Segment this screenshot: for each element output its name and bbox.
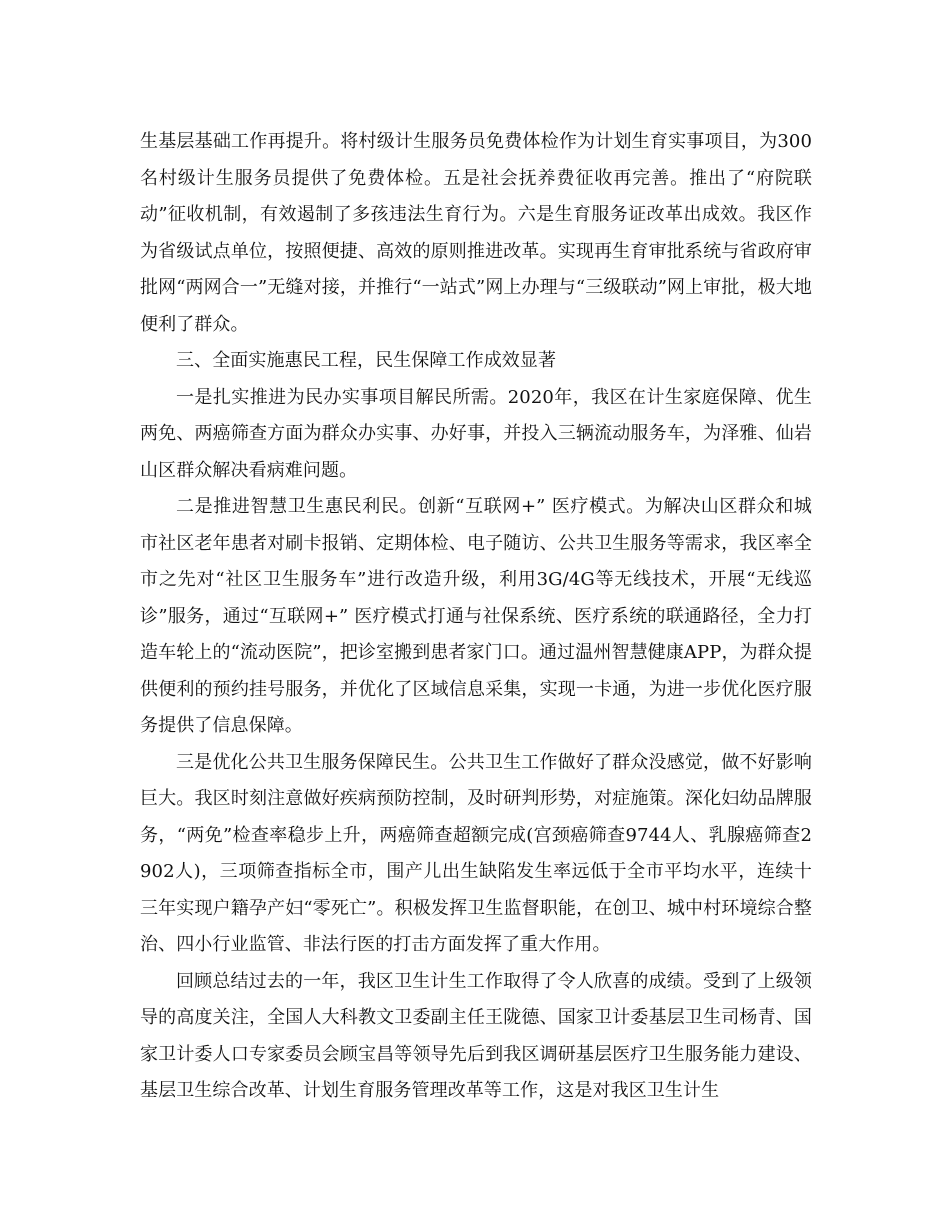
paragraph-6: 回顾总结过去的一年，我区卫生计生工作取得了令人欣喜的成绩。受到了上级领导的高度关注，全国人大科教文卫委副主任王陇德、国家卫计委基层卫生司杨青、国家卫计委人口专家委员会顾宝昌等领导先后到我区调研基层医疗卫生服务能力建设、基层卫生综合改革、计划生育服务管理改革等工作，这是对我区卫生计生: [140, 970, 812, 1101]
paragraph-4: 二是推进智慧卫生惠民利民。创新“互联网+” 医疗模式。为解决山区群众和城市社区老年患者对刷卡报销、定期体检、电子随访、公共卫生服务等需求，我区率全市之先对“社区卫生服务车”进行改造升级，利用3G/4G等无线技术，开展“无线巡诊”服务，通过“互联网+” 医疗模式打通与社保系统、医疗系统的联通路径，全力打造车轮上的“流动医院”，把诊室搬到患者家门口。通过温州智慧健康APP，为群众提供便利的预约挂号服务，并优化了区域信息采集，实现一卡通，为进一步优化医疗服务提供了信息保障。: [140, 496, 812, 736]
document-body: [140, 124, 812, 1110]
paragraph-1: 生基层基础工作再提升。将村级计生服务员免费体检作为计划生育实事项目，为300名村级计生服务员提供了免费体检。五是社会抚养费征收再完善。推出了“府院联动”征收机制，有效遏制了多孩违法生育行为。六是生育服务证改革出成效。我区作为省级试点单位，按照便捷、高效的原则推进改革。实现再生育审批系统与省政府审批网“两网合一”无缝对接，并推行“一站式”网上办理与“三级联动”网上审批，极大地便利了群众。: [140, 131, 812, 335]
paragraph-3: 一是扎实推进为民办实事项目解民所需。2020年，我区在计生家庭保障、优生两免、两癌筛查方面为群众办实事、办好事，并投入三辆流动服务车，为泽雅、仙岩山区群众解决看病难问题。: [140, 386, 812, 481]
paragraph-5: 三是优化公共卫生服务保障民生。公共卫生工作做好了群众没感觉，做不好影响巨大。我区时刻注意做好疾病预防控制，及时研判形势，对症施策。深化妇幼品牌服务，“两免”检查率稳步上升，两癌筛查超额完成(宫颈癌筛查9744人、乳腺癌筛查2902人)，三项筛查指标全市，围产儿出生缺陷发生率远低于全市平均水平，连续十三年实现户籍孕产妇“零死亡”。积极发挥卫生监督职能，在创卫、城中村环境综合整治、四小行业监管、非法行医的打击方面发挥了重大作用。: [140, 751, 812, 955]
section-heading: 三、全面实施惠民工程，民生保障工作成效显著: [176, 350, 557, 371]
